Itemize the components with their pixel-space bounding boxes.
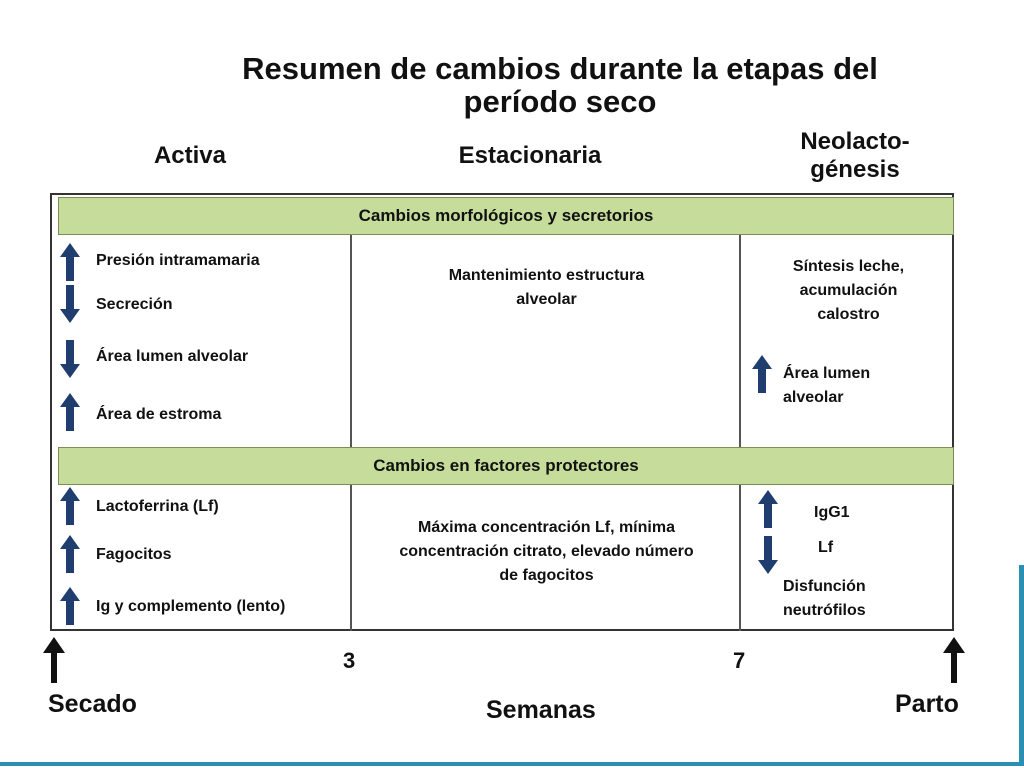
estacionaria-morf-line-2: alveolar: [516, 291, 577, 308]
arrow-down-icon: [60, 340, 80, 378]
neo-morf-line-3: calostro: [817, 306, 880, 323]
activa-morf-item-3: Área lumen alveolar: [96, 348, 249, 365]
estacionaria-prot-line-2: concentración citrato, elevado número: [399, 543, 694, 560]
arrow-up-icon: [60, 487, 80, 525]
label-semanas: Semanas: [486, 696, 596, 724]
neo-morf-line-2: acumulación: [799, 282, 898, 299]
phase-estacionaria: Estacionaria: [458, 142, 602, 169]
phase-neolacto-line-2: génesis: [810, 156, 900, 183]
activa-prot-item-2: Fagocitos: [96, 546, 172, 563]
neo-prot-disf-line-2: neutrófilos: [783, 602, 866, 619]
divider-v-1-bottom: [350, 485, 352, 631]
neo-morf-text: [743, 255, 954, 327]
diagram-title: [180, 52, 940, 118]
activa-morf-item-2: Secreción: [96, 296, 173, 313]
arrow-up-icon: [60, 393, 80, 431]
arrow-up-icon: [758, 490, 778, 528]
estacionaria-morf-line-1: Mantenimiento estructura: [448, 267, 645, 284]
neo-morf-item-line-2: alveolar: [783, 389, 844, 406]
arrow-down-icon: [60, 285, 80, 323]
tick-week-7: 7: [733, 648, 746, 673]
neo-morf-item-line-1: Área lumen: [783, 365, 871, 382]
label-parto: Parto: [895, 690, 959, 718]
phase-neolacto-line-1: Neolacto-: [800, 128, 910, 155]
label-secado: Secado: [48, 690, 137, 718]
tick-week-3: 3: [343, 648, 356, 673]
arrow-up-icon: [752, 355, 772, 393]
estacionaria-prot-text: [354, 516, 739, 588]
section-morfologicos-header: Cambios morfológicos y secretorios: [58, 197, 954, 235]
neo-prot-disfuncion: [783, 575, 866, 623]
neo-morf-line-1: Síntesis leche,: [792, 258, 905, 275]
title-line-2: período seco: [463, 84, 657, 119]
activa-morf-item-4: Área de estroma: [96, 406, 222, 423]
bottom-accent-line: [0, 762, 1024, 766]
arrow-down-icon: [758, 536, 778, 574]
neo-prot-lf: Lf: [818, 539, 834, 556]
neo-morf-item: [783, 362, 870, 410]
neo-prot-igg1: IgG1: [814, 504, 850, 521]
activa-prot-item-1: Lactoferrina (Lf): [96, 498, 219, 515]
activa-prot-item-3: Ig y complemento (lento): [96, 598, 286, 615]
divider-v-2-bottom: [739, 485, 741, 631]
divider-v-2-top: [739, 233, 741, 448]
parto-arrow-icon: [943, 637, 965, 688]
secado-arrow-icon: [43, 637, 65, 688]
estacionaria-prot-line-3: de fagocitos: [499, 567, 594, 584]
arrow-up-icon: [60, 243, 80, 281]
phase-neolactogenesis: [770, 128, 940, 184]
title-line-1: Resumen de cambios durante la etapas del: [242, 51, 878, 86]
estacionaria-prot-line-1: Máxima concentración Lf, mínima: [418, 519, 675, 536]
section-protectores-header: Cambios en factores protectores: [58, 447, 954, 485]
arrow-up-icon: [60, 535, 80, 573]
arrow-up-icon: [60, 587, 80, 625]
side-accent-bar: [1019, 565, 1024, 765]
divider-v-1-top: [350, 233, 352, 448]
phase-activa: Activa: [153, 142, 227, 169]
activa-morf-item-1: Presión intramamaria: [96, 252, 260, 269]
neo-prot-disf-line-1: Disfunción: [783, 578, 866, 595]
estacionaria-morf-text: [354, 264, 739, 312]
